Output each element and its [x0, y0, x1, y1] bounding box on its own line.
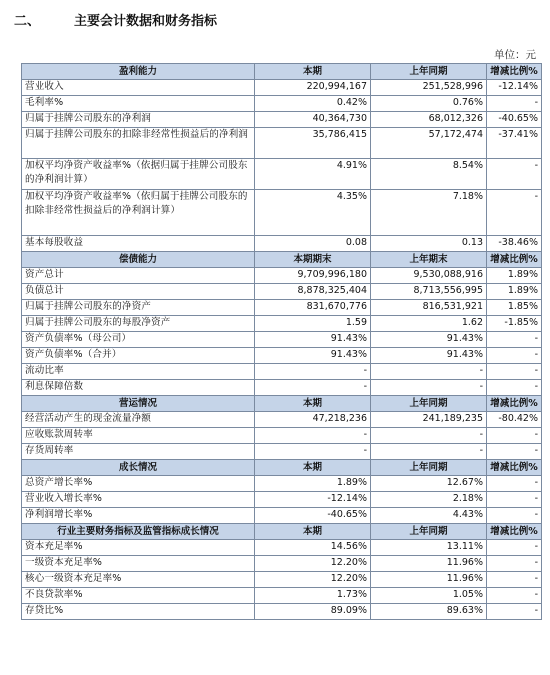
- cell-label: 利息保障倍数: [22, 380, 255, 396]
- cell-current: -40.65%: [255, 508, 371, 524]
- cell-label: 归属于挂牌公司股东的净利润: [22, 112, 255, 128]
- header-label: 营运情况: [22, 396, 255, 412]
- cell-previous: 13.11%: [371, 540, 487, 556]
- unit-label: 单位：元: [494, 49, 536, 61]
- cell-previous: 12.67%: [371, 476, 487, 492]
- cell-label: 核心一级资本充足率%: [22, 572, 255, 588]
- cell-previous: 57,172,474: [371, 128, 487, 159]
- section-title: 主要会计数据和财务指标: [74, 14, 218, 29]
- cell-previous: 1.62: [371, 316, 487, 332]
- cell-previous: 9,530,088,916: [371, 268, 487, 284]
- cell-previous: 7.18%: [371, 190, 487, 236]
- cell-change: -: [487, 604, 542, 620]
- cell-current: 1.59: [255, 316, 371, 332]
- cell-change: -: [487, 348, 542, 364]
- cell-change: 1.85%: [487, 300, 542, 316]
- cell-change: -: [487, 332, 542, 348]
- cell-current: 91.43%: [255, 332, 371, 348]
- cell-label: 资产负债率%（合并）: [22, 348, 255, 364]
- cell-change: 1.89%: [487, 268, 542, 284]
- financial-indicators-table: [21, 63, 542, 620]
- cell-current: 12.20%: [255, 556, 371, 572]
- cell-current: 12.20%: [255, 572, 371, 588]
- table-row: [22, 96, 542, 112]
- cell-change: -40.65%: [487, 112, 542, 128]
- header-change: 增减比例%: [487, 64, 542, 80]
- table-row: [22, 332, 542, 348]
- cell-change: 1.89%: [487, 284, 542, 300]
- cell-current: 4.91%: [255, 159, 371, 190]
- cell-label: 毛利率%: [22, 96, 255, 112]
- table-row: [22, 300, 542, 316]
- table-row: [22, 364, 542, 380]
- cell-previous: 11.96%: [371, 572, 487, 588]
- cell-label: 存贷比%: [22, 604, 255, 620]
- cell-previous: 8.54%: [371, 159, 487, 190]
- cell-previous: 8,713,556,995: [371, 284, 487, 300]
- section-header-row: [22, 460, 542, 476]
- cell-previous: 1.05%: [371, 588, 487, 604]
- cell-current: -: [255, 364, 371, 380]
- cell-previous: 68,012,326: [371, 112, 487, 128]
- cell-previous: 4.43%: [371, 508, 487, 524]
- cell-previous: 2.18%: [371, 492, 487, 508]
- table-row: [22, 540, 542, 556]
- cell-label: 存货周转率: [22, 444, 255, 460]
- cell-label: 经营活动产生的现金流量净额: [22, 412, 255, 428]
- cell-current: 91.43%: [255, 348, 371, 364]
- header-change: 增减比例%: [487, 396, 542, 412]
- table-row: [22, 604, 542, 620]
- cell-previous: 0.76%: [371, 96, 487, 112]
- table-row: [22, 428, 542, 444]
- cell-label: 加权平均净资产收益率%（依据归属于挂牌公司股东的净利润计算）: [22, 159, 255, 190]
- cell-current: -: [255, 444, 371, 460]
- cell-label: 总资产增长率%: [22, 476, 255, 492]
- cell-previous: 0.13: [371, 236, 487, 252]
- cell-label: 不良贷款率%: [22, 588, 255, 604]
- cell-label: 营业收入: [22, 80, 255, 96]
- cell-label: 一级资本充足率%: [22, 556, 255, 572]
- header-previous: 上年同期: [371, 396, 487, 412]
- cell-label: 净利润增长率%: [22, 508, 255, 524]
- section-header-row: [22, 252, 542, 268]
- cell-label: 加权平均净资产收益率%（依归属于挂牌公司股东的扣除非经常性损益后的净利润计算）: [22, 190, 255, 236]
- table-row: [22, 412, 542, 428]
- cell-change: -: [487, 508, 542, 524]
- section-header-row: [22, 396, 542, 412]
- cell-previous: -: [371, 380, 487, 396]
- cell-change: -: [487, 96, 542, 112]
- cell-current: -12.14%: [255, 492, 371, 508]
- table-row: [22, 190, 542, 236]
- cell-previous: 91.43%: [371, 348, 487, 364]
- header-change: 增减比例%: [487, 460, 542, 476]
- cell-label: 基本每股收益: [22, 236, 255, 252]
- cell-label: 流动比率: [22, 364, 255, 380]
- table-row: [22, 556, 542, 572]
- cell-previous: 89.63%: [371, 604, 487, 620]
- cell-label: 资本充足率%: [22, 540, 255, 556]
- header-previous: 上年期末: [371, 252, 487, 268]
- cell-current: 0.08: [255, 236, 371, 252]
- cell-change: -: [487, 572, 542, 588]
- cell-label: 应收账款周转率: [22, 428, 255, 444]
- table-row: [22, 236, 542, 252]
- cell-current: 831,670,776: [255, 300, 371, 316]
- cell-change: -: [487, 588, 542, 604]
- cell-current: -: [255, 428, 371, 444]
- cell-previous: 91.43%: [371, 332, 487, 348]
- cell-current: 40,364,730: [255, 112, 371, 128]
- header-label: 行业主要财务指标及监管指标成长情况: [22, 524, 255, 540]
- section-header-row: [22, 524, 542, 540]
- cell-label: 归属于挂牌公司股东的每股净资产: [22, 316, 255, 332]
- header-current: 本期: [255, 64, 371, 80]
- header-current: 本期: [255, 524, 371, 540]
- cell-previous: 816,531,921: [371, 300, 487, 316]
- cell-label: 归属于挂牌公司股东的净资产: [22, 300, 255, 316]
- table-row: [22, 380, 542, 396]
- table-row: [22, 348, 542, 364]
- cell-previous: -: [371, 364, 487, 380]
- table-row: [22, 128, 542, 159]
- cell-current: 1.73%: [255, 588, 371, 604]
- cell-current: 0.42%: [255, 96, 371, 112]
- header-current: 本期期末: [255, 252, 371, 268]
- cell-change: -: [487, 540, 542, 556]
- header-previous: 上年同期: [371, 524, 487, 540]
- cell-change: -: [487, 476, 542, 492]
- cell-current: -: [255, 380, 371, 396]
- cell-current: 47,218,236: [255, 412, 371, 428]
- table-row: [22, 492, 542, 508]
- cell-previous: 241,189,235: [371, 412, 487, 428]
- table-row: [22, 588, 542, 604]
- cell-current: 89.09%: [255, 604, 371, 620]
- cell-current: 8,878,325,404: [255, 284, 371, 300]
- section-number: 二、: [14, 14, 41, 29]
- cell-change: -80.42%: [487, 412, 542, 428]
- table-row: [22, 572, 542, 588]
- cell-label: 资产负债率%（母公司）: [22, 332, 255, 348]
- cell-change: -: [487, 556, 542, 572]
- table-row: [22, 159, 542, 190]
- cell-change: -: [487, 444, 542, 460]
- cell-label: 资产总计: [22, 268, 255, 284]
- header-label: 盈利能力: [22, 64, 255, 80]
- table-row: [22, 80, 542, 96]
- table-row: [22, 508, 542, 524]
- table-row: [22, 316, 542, 332]
- cell-previous: 251,528,996: [371, 80, 487, 96]
- table-row: [22, 476, 542, 492]
- cell-label: 营业收入增长率%: [22, 492, 255, 508]
- cell-previous: -: [371, 428, 487, 444]
- header-change: 增减比例%: [487, 524, 542, 540]
- cell-previous: -: [371, 444, 487, 460]
- cell-label: 负债总计: [22, 284, 255, 300]
- header-current: 本期: [255, 460, 371, 476]
- header-current: 本期: [255, 396, 371, 412]
- table-row: [22, 284, 542, 300]
- header-label: 偿债能力: [22, 252, 255, 268]
- cell-current: 1.89%: [255, 476, 371, 492]
- table-row: [22, 112, 542, 128]
- table-body: [22, 64, 542, 620]
- cell-label: 归属于挂牌公司股东的扣除非经常性损益后的净利润: [22, 128, 255, 159]
- cell-current: 4.35%: [255, 190, 371, 236]
- table-row: [22, 444, 542, 460]
- cell-change: -37.41%: [487, 128, 542, 159]
- cell-change: -: [487, 428, 542, 444]
- cell-change: -: [487, 159, 542, 190]
- cell-change: -12.14%: [487, 80, 542, 96]
- section-heading: [14, 10, 217, 29]
- cell-current: 9,709,996,180: [255, 268, 371, 284]
- cell-current: 14.56%: [255, 540, 371, 556]
- header-previous: 上年同期: [371, 64, 487, 80]
- cell-change: -38.46%: [487, 236, 542, 252]
- section-header-row: [22, 64, 542, 80]
- header-previous: 上年同期: [371, 460, 487, 476]
- table-row: [22, 268, 542, 284]
- cell-current: 220,994,167: [255, 80, 371, 96]
- cell-change: -: [487, 492, 542, 508]
- cell-change: -: [487, 364, 542, 380]
- cell-change: -: [487, 380, 542, 396]
- cell-previous: 11.96%: [371, 556, 487, 572]
- cell-current: 35,786,415: [255, 128, 371, 159]
- header-label: 成长情况: [22, 460, 255, 476]
- header-change: 增减比例%: [487, 252, 542, 268]
- cell-change: -1.85%: [487, 316, 542, 332]
- cell-change: -: [487, 190, 542, 236]
